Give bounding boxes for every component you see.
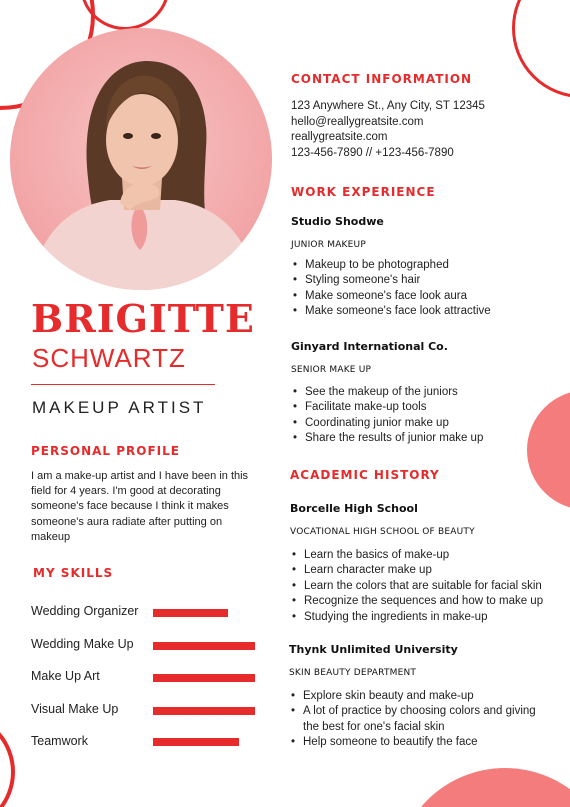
- work-org: Studio Shodwe: [291, 215, 384, 228]
- decorative-ring-top-right: [512, 0, 570, 98]
- name-divider: [31, 384, 215, 385]
- work-position: JUNIOR MAKEUP: [291, 240, 366, 250]
- list-item: • Make someone's face look aura: [291, 289, 541, 304]
- school-name: Thynk Unlimited University: [289, 643, 458, 656]
- skill-label: Visual Make Up: [31, 702, 119, 716]
- profile-photo: [10, 28, 272, 290]
- school-name: Borcelle High School: [290, 502, 418, 515]
- first-name: BRIGITTE: [31, 296, 255, 341]
- contact-website[interactable]: reallygreatsite.com: [291, 131, 388, 143]
- contact-heading: CONTACT INFORMATION: [291, 72, 473, 86]
- list-item: • Learn the basics of make-up: [290, 548, 555, 563]
- list-item: • Makeup to be photographed: [291, 258, 541, 273]
- list-item: • Share the results of junior make up: [291, 431, 541, 446]
- skill-bar: [153, 674, 255, 682]
- list-item: • See the makeup of the juniors: [291, 385, 541, 400]
- personal-profile-heading: PERSONAL PROFILE: [31, 444, 180, 458]
- list-item: • Facilitate make-up tools: [291, 400, 541, 415]
- skills-heading: MY SKILLS: [33, 566, 114, 580]
- skill-bar: [153, 642, 255, 650]
- work-duties: [291, 385, 541, 447]
- list-item: • Learn character make up: [290, 563, 555, 578]
- skill-bar: [153, 738, 255, 746]
- list-item: • Studying the ingredients in make-up: [290, 610, 555, 625]
- skill-bar: [153, 609, 255, 617]
- skill-label: Wedding Organizer: [31, 604, 139, 618]
- decorative-disc-bottom: [395, 768, 570, 807]
- skill-label: Teamwork: [31, 734, 88, 748]
- school-activities: [290, 548, 555, 625]
- list-item: • Explore skin beauty and make-up: [289, 689, 551, 704]
- academic-history-heading: ACADEMIC HISTORY: [290, 468, 440, 482]
- school-program: SKIN BEAUTY DEPARTMENT: [289, 668, 417, 678]
- list-item: • Styling someone's hair: [291, 273, 541, 288]
- list-item: • A lot of practice by choosing colors and giving the best for one's facial skin: [289, 704, 551, 735]
- contact-address: 123 Anywhere St., Any City, ST 12345: [291, 100, 485, 112]
- skill-bar-fill: [153, 707, 255, 715]
- list-item: • Help someone to beautify the face: [289, 735, 551, 750]
- work-org: Ginyard International Co.: [291, 340, 448, 353]
- work-duties: [291, 258, 541, 320]
- skill-bar: [153, 707, 255, 715]
- skill-bar-fill: [153, 609, 228, 617]
- work-experience-heading: WORK EXPERIENCE: [291, 185, 436, 199]
- skill-bar-fill: [153, 642, 255, 650]
- last-name: SCHWARTZ: [32, 343, 186, 373]
- school-activities: [289, 689, 551, 751]
- contact-phone: 123-456-7890 // +123-456-7890: [291, 146, 454, 159]
- skill-bar-fill: [153, 674, 255, 682]
- job-title: MAKEUP ARTIST: [32, 398, 207, 417]
- skill-bar-fill: [153, 738, 239, 746]
- list-item: • Coordinating junior make up: [291, 416, 541, 431]
- work-position: SENIOR MAKE UP: [291, 365, 372, 375]
- school-program: VOCATIONAL HIGH SCHOOL OF BEAUTY: [290, 527, 475, 537]
- list-item: • Make someone's face look attractive: [291, 304, 541, 319]
- contact-block: [291, 99, 485, 161]
- list-item: • Learn the colors that are suitable for facial skin: [290, 579, 555, 594]
- decorative-ring-bottom-left: [0, 712, 15, 807]
- skill-label: Make Up Art: [31, 669, 100, 683]
- list-item: • Recognize the sequences and how to make up: [290, 594, 555, 609]
- personal-profile-text: I am a make-up artist and I have been in this field for 4 years. I'm good at decorating someone's face because I think it makes someone's aura radiate after putting on makeup: [31, 470, 249, 543]
- skill-label: Wedding Make Up: [31, 637, 134, 651]
- contact-email[interactable]: hello@reallygreatsite.com: [291, 115, 424, 128]
